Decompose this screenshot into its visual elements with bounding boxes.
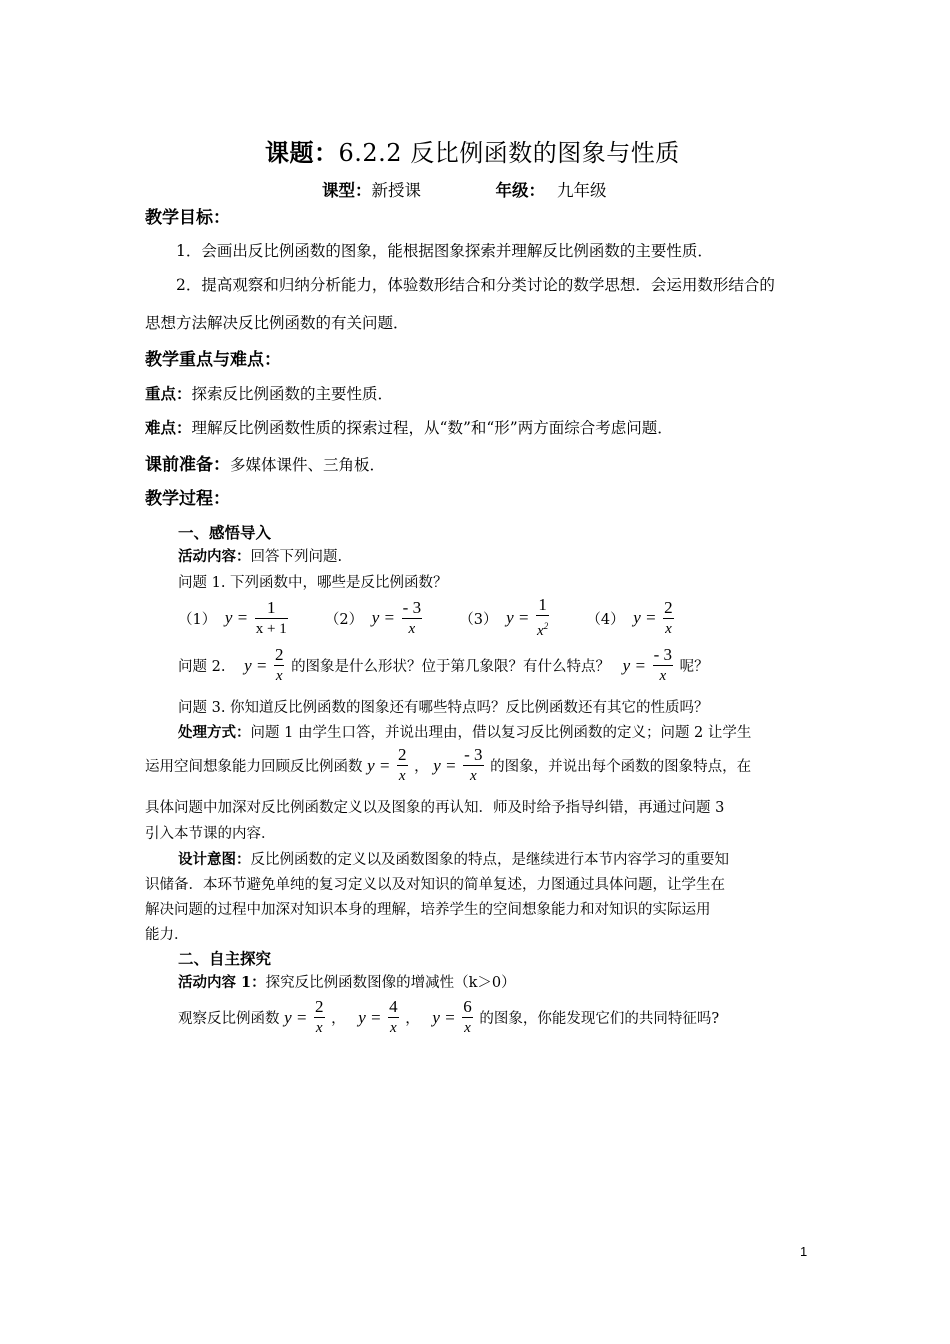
difficult-point bbox=[145, 416, 673, 438]
activity-label: 活动内容 1： bbox=[178, 974, 266, 991]
section2-heading: 二、自主探究 bbox=[178, 949, 272, 968]
method-line-3: 具体问题中加深对反比例函数定义以及图象的再认知．师及时给予指导纠错，再通过问题 3 bbox=[145, 800, 725, 816]
design-line-2: 识储备．本环节避免单纯的复习定义以及对知识的简单复述，力图通过具体问题，让学生在 bbox=[145, 877, 725, 893]
objective-item-1: 1．会画出反比例函数的图象，能根据图象探索并理解反比例函数的主要性质． bbox=[176, 242, 713, 260]
objective-item-2-line-1: 2．提高观察和归纳分析能力，体验数形结合和分类讨论的数学思想．会运用数形结合的 bbox=[176, 276, 775, 294]
fraction: $\frac{- 3}{x}$ bbox=[464, 745, 483, 784]
prep bbox=[145, 450, 385, 475]
fraction: $\frac{- 3}{x}$ bbox=[653, 645, 672, 684]
grade-label: 年级： bbox=[495, 181, 545, 200]
diff-label: 难点： bbox=[145, 418, 192, 437]
prep-text: 多媒体课件、三角板． bbox=[230, 456, 386, 474]
fraction: $\frac{1}{x + 1}$ bbox=[255, 597, 287, 637]
method-line-1: 处理方式：问题 1 由学生口答，并说出理由，借以复习反比例函数的定义；问题 2 让学生 bbox=[178, 724, 752, 741]
section2-activity: 活动内容 1：探究反比例函数图像的增减性（k＞0） bbox=[178, 974, 516, 991]
fraction: $\frac{4}{x}$ bbox=[389, 997, 398, 1036]
fraction: $\frac{2}{x}$ bbox=[274, 645, 284, 684]
option-3: （3） y = $\frac{1}{x^2}$ bbox=[459, 595, 549, 639]
prep-label: 课前准备： bbox=[145, 455, 230, 475]
section1-heading: 一、感悟导入 bbox=[178, 523, 272, 542]
option-1: （1） y = $\frac{1}{x + 1}$ bbox=[178, 597, 287, 637]
question-1-options bbox=[178, 595, 676, 641]
grade-value: 九年级 bbox=[557, 181, 607, 200]
objective-item-2-line-2: 思想方法解决反比例函数的有关问题． bbox=[145, 314, 409, 332]
question-3: 问题 3. 你知道反比例函数的图象还有哪些特点吗？反比例函数还有其它的性质吗？ bbox=[178, 700, 709, 716]
design-label: 设计意图： bbox=[178, 851, 251, 868]
key-text: 探索反比例函数的主要性质． bbox=[191, 385, 394, 403]
method-label: 处理方式： bbox=[178, 724, 251, 741]
diff-text: 理解反比例函数性质的探索过程，从“数”和“形”两方面综合考虑问题． bbox=[191, 419, 673, 437]
fraction: $\frac{2}{x}$ bbox=[315, 997, 324, 1036]
question-2: 问题 2. y = $\frac{2}{x}$ 的图象是什么形状？位于第几象限？有什么特点？ y = $\frac{- 3}{x}$ 呢？ bbox=[178, 645, 709, 684]
observe-line: 观察反比例函数 y = $\frac{2}{x}$ ， y = $\frac{4}{x}$ ， y = $\frac{6}{x}$ 的图象，你能发现它们的共同特征吗? bbox=[178, 997, 720, 1036]
method-line-4: 引入本节课的内容． bbox=[145, 826, 276, 842]
type-value: 新授课 bbox=[371, 181, 421, 200]
key-label: 重点： bbox=[145, 384, 192, 403]
page-number: 1 bbox=[800, 1244, 808, 1259]
fraction: $\frac{2}{x}$ bbox=[664, 597, 673, 637]
keypoints-heading: 教学重点与难点： bbox=[145, 350, 281, 370]
design-line-1: 设计意图：反比例函数的定义以及函数图象的特点，是继续进行本节内容学习的重要知 bbox=[178, 851, 729, 868]
fraction: $\frac{6}{x}$ bbox=[463, 997, 472, 1036]
activity-label: 活动内容： bbox=[178, 548, 251, 565]
method-line-2: 运用空间想象能力回顾反比例函数 y = $\frac{2}{x}$ ， y = $\frac{- 3}{x}$ 的图象，并说出每个函数的图象特点，在 bbox=[145, 745, 752, 784]
design-line-3: 解决问题的过程中加深对知识本身的理解，培养学生的空间想象能力和对知识的实际运用 bbox=[145, 902, 711, 918]
page-title bbox=[265, 133, 680, 168]
fraction: $\frac{- 3}{x}$ bbox=[402, 597, 422, 637]
section1-activity bbox=[178, 545, 342, 566]
title-text: 6.2.2 反比例函数的图象与性质 bbox=[338, 139, 680, 167]
type-label: 课型： bbox=[322, 181, 372, 200]
fraction: $\frac{1}{x^2}$ bbox=[537, 595, 549, 639]
lesson-meta bbox=[322, 177, 607, 201]
fraction: $\frac{2}{x}$ bbox=[398, 745, 407, 784]
option-4: （4） y = $\frac{2}{x}$ bbox=[586, 597, 673, 637]
title-prefix: 课题： bbox=[265, 138, 339, 167]
key-point bbox=[145, 382, 393, 404]
design-line-4: 能力． bbox=[145, 927, 189, 943]
process-heading: 教学过程： bbox=[145, 489, 230, 509]
activity-text: 回答下列问题. bbox=[250, 549, 343, 565]
option-2: （2） y = $\frac{- 3}{x}$ bbox=[324, 597, 422, 637]
question-1: 问题 1. 下列函数中，哪些是反比例函数？ bbox=[178, 575, 448, 591]
objectives-heading: 教学目标： bbox=[145, 208, 230, 228]
